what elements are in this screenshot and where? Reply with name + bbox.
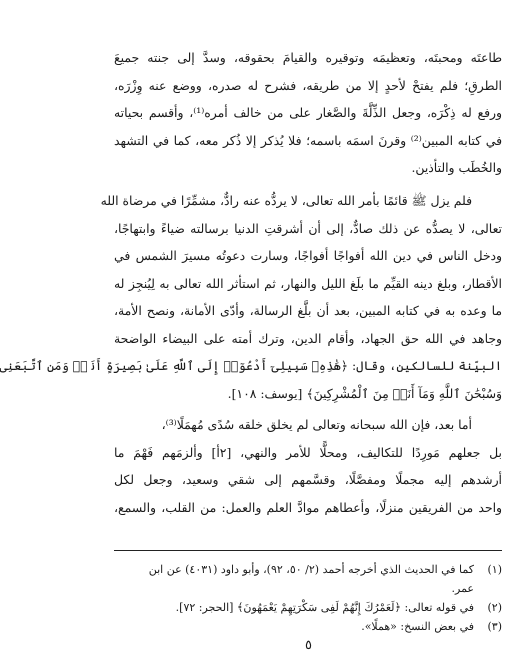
footnote-3 (114, 617, 502, 636)
footnote-number: (١) (487, 563, 502, 576)
footnote-text: في بعض النسخ: «هملًا». (361, 620, 474, 633)
text-line: الطرقِ؛ فلم يفتحْ لأحدٍ إلا من طريقه، فشرح له صدره، ووضع عنه وِزْرَه، (114, 77, 502, 93)
footnote-2 (114, 598, 502, 617)
footnote-text: كما في الحديث الذي أخرجه أحمد (٢/ ٥٠، ٩٢)، وأبو داود (٤٠٣١) عن ابن (148, 563, 474, 576)
text-line: بل جعلهم مَورِدًا للتكاليف، ومحلًّا للأمر والنهي، [٢أ] وألزمَهم فَهْمَ ما (114, 444, 502, 460)
paragraph-1 (114, 44, 502, 182)
text-line: طاعتَه ومحبتَه، وتعظيمَه وتوقيره والقيامَ بحقوقه، وسدَّ إلى جنته جميعَ (114, 50, 502, 65)
text-line: واحد من الفريقين منزلًا، وأعطاهم موادَّ العلم والعمل: من القلب، والسمع، (114, 499, 502, 515)
footnote-1 (114, 560, 502, 579)
paragraph-3 (114, 411, 502, 521)
footnotes (114, 560, 502, 636)
footnote-number: (٣) (487, 620, 502, 633)
footnote-text: في قوله تعالى: ﴿لَعَمْرُكَ إِنَّهُمْ لَفِى سَكْرَتِهِمْ يَعْمَهُونَ﴾ [الحجر: ٧٢]. (175, 601, 474, 614)
text-line: ورفع له ذِكْرَه، وجعل الذِّلَّةَ والصَّغار على من خالف أمره⁽¹⁾، وأقسم بحياته (114, 105, 502, 120)
footnote-1-continuation: عمر. (451, 582, 474, 595)
text-line: تعالى، لا يصدُّه عن ذلك صادٌّ، إلى أن أشرقتِ الدنيا برسالته ضياءً وابتهاجًا، (114, 220, 502, 236)
paragraph-2 (0, 187, 502, 407)
footnote-separator (114, 550, 502, 551)
quran-verse-line: البيِّنة للسالكين، وقال: ﴿هَٰذِهِۦ سَبِيلِىٓ أَدْعُوٓا۟ إِلَى ٱللَّهِ عَلَىٰ بَصِيرَةٍ أَنَا۠ وَمَنِ ٱتَّبَعَنِى (0, 358, 502, 373)
text-line: ودخل الناس في دين الله أفواجًا أفواجًا، وسارت دعوتُه مسيرَ الشمس في (114, 248, 502, 263)
footnote-number: (٢) (487, 601, 502, 614)
text-line: الأقطار، وبلغ دينه القيِّم ما بلَغ الليل والنهار، ثم استأثر الله تعالى به لِيُنجِز له (114, 275, 502, 291)
text-line: فلم يزل ﷺ قائمًا بأمر الله تعالى، لا يردُّه عنه رادٌّ، مشمِّرًا في مرضاة الله (100, 193, 472, 208)
text-line: أرشدهم إليه مجملًا ومفصَّلًا، وقسَّمهم إلى شقي وسعيد، وجعل لكل (114, 472, 502, 487)
page-number: ٥ (305, 638, 312, 653)
quran-verse-line: وَسُبْحَٰنَ ٱللَّهِ وَمَآ أَنَا۠ مِنَ ٱلْمُشْرِكِينَ﴾ [يوسف: ١٠٨]. (227, 385, 502, 401)
text-line: في كتابه المبين⁽²⁾ وقرنَ اسمَه باسمه؛ فلا يُذكر إلا ذُكر معه، كما في التشهد (114, 132, 502, 148)
text-line: أما بعد، فإن الله سبحانه وتعالى لم يخلق خلقه سُدًى مُهمَلًا⁽³⁾، (161, 417, 472, 432)
text-line: والخُطَب والتأذين. (411, 160, 502, 175)
text-line: وجاهد في الله حق الجهاد، وأقام الدين، وترك أمته على البيضاء الواضحة (114, 330, 502, 346)
text-line: ما وعده به في كتابه المبين، بعد أن بلَّغ الرسالة، وأدّى الأمانة، ونصح الأمة، (114, 303, 502, 318)
